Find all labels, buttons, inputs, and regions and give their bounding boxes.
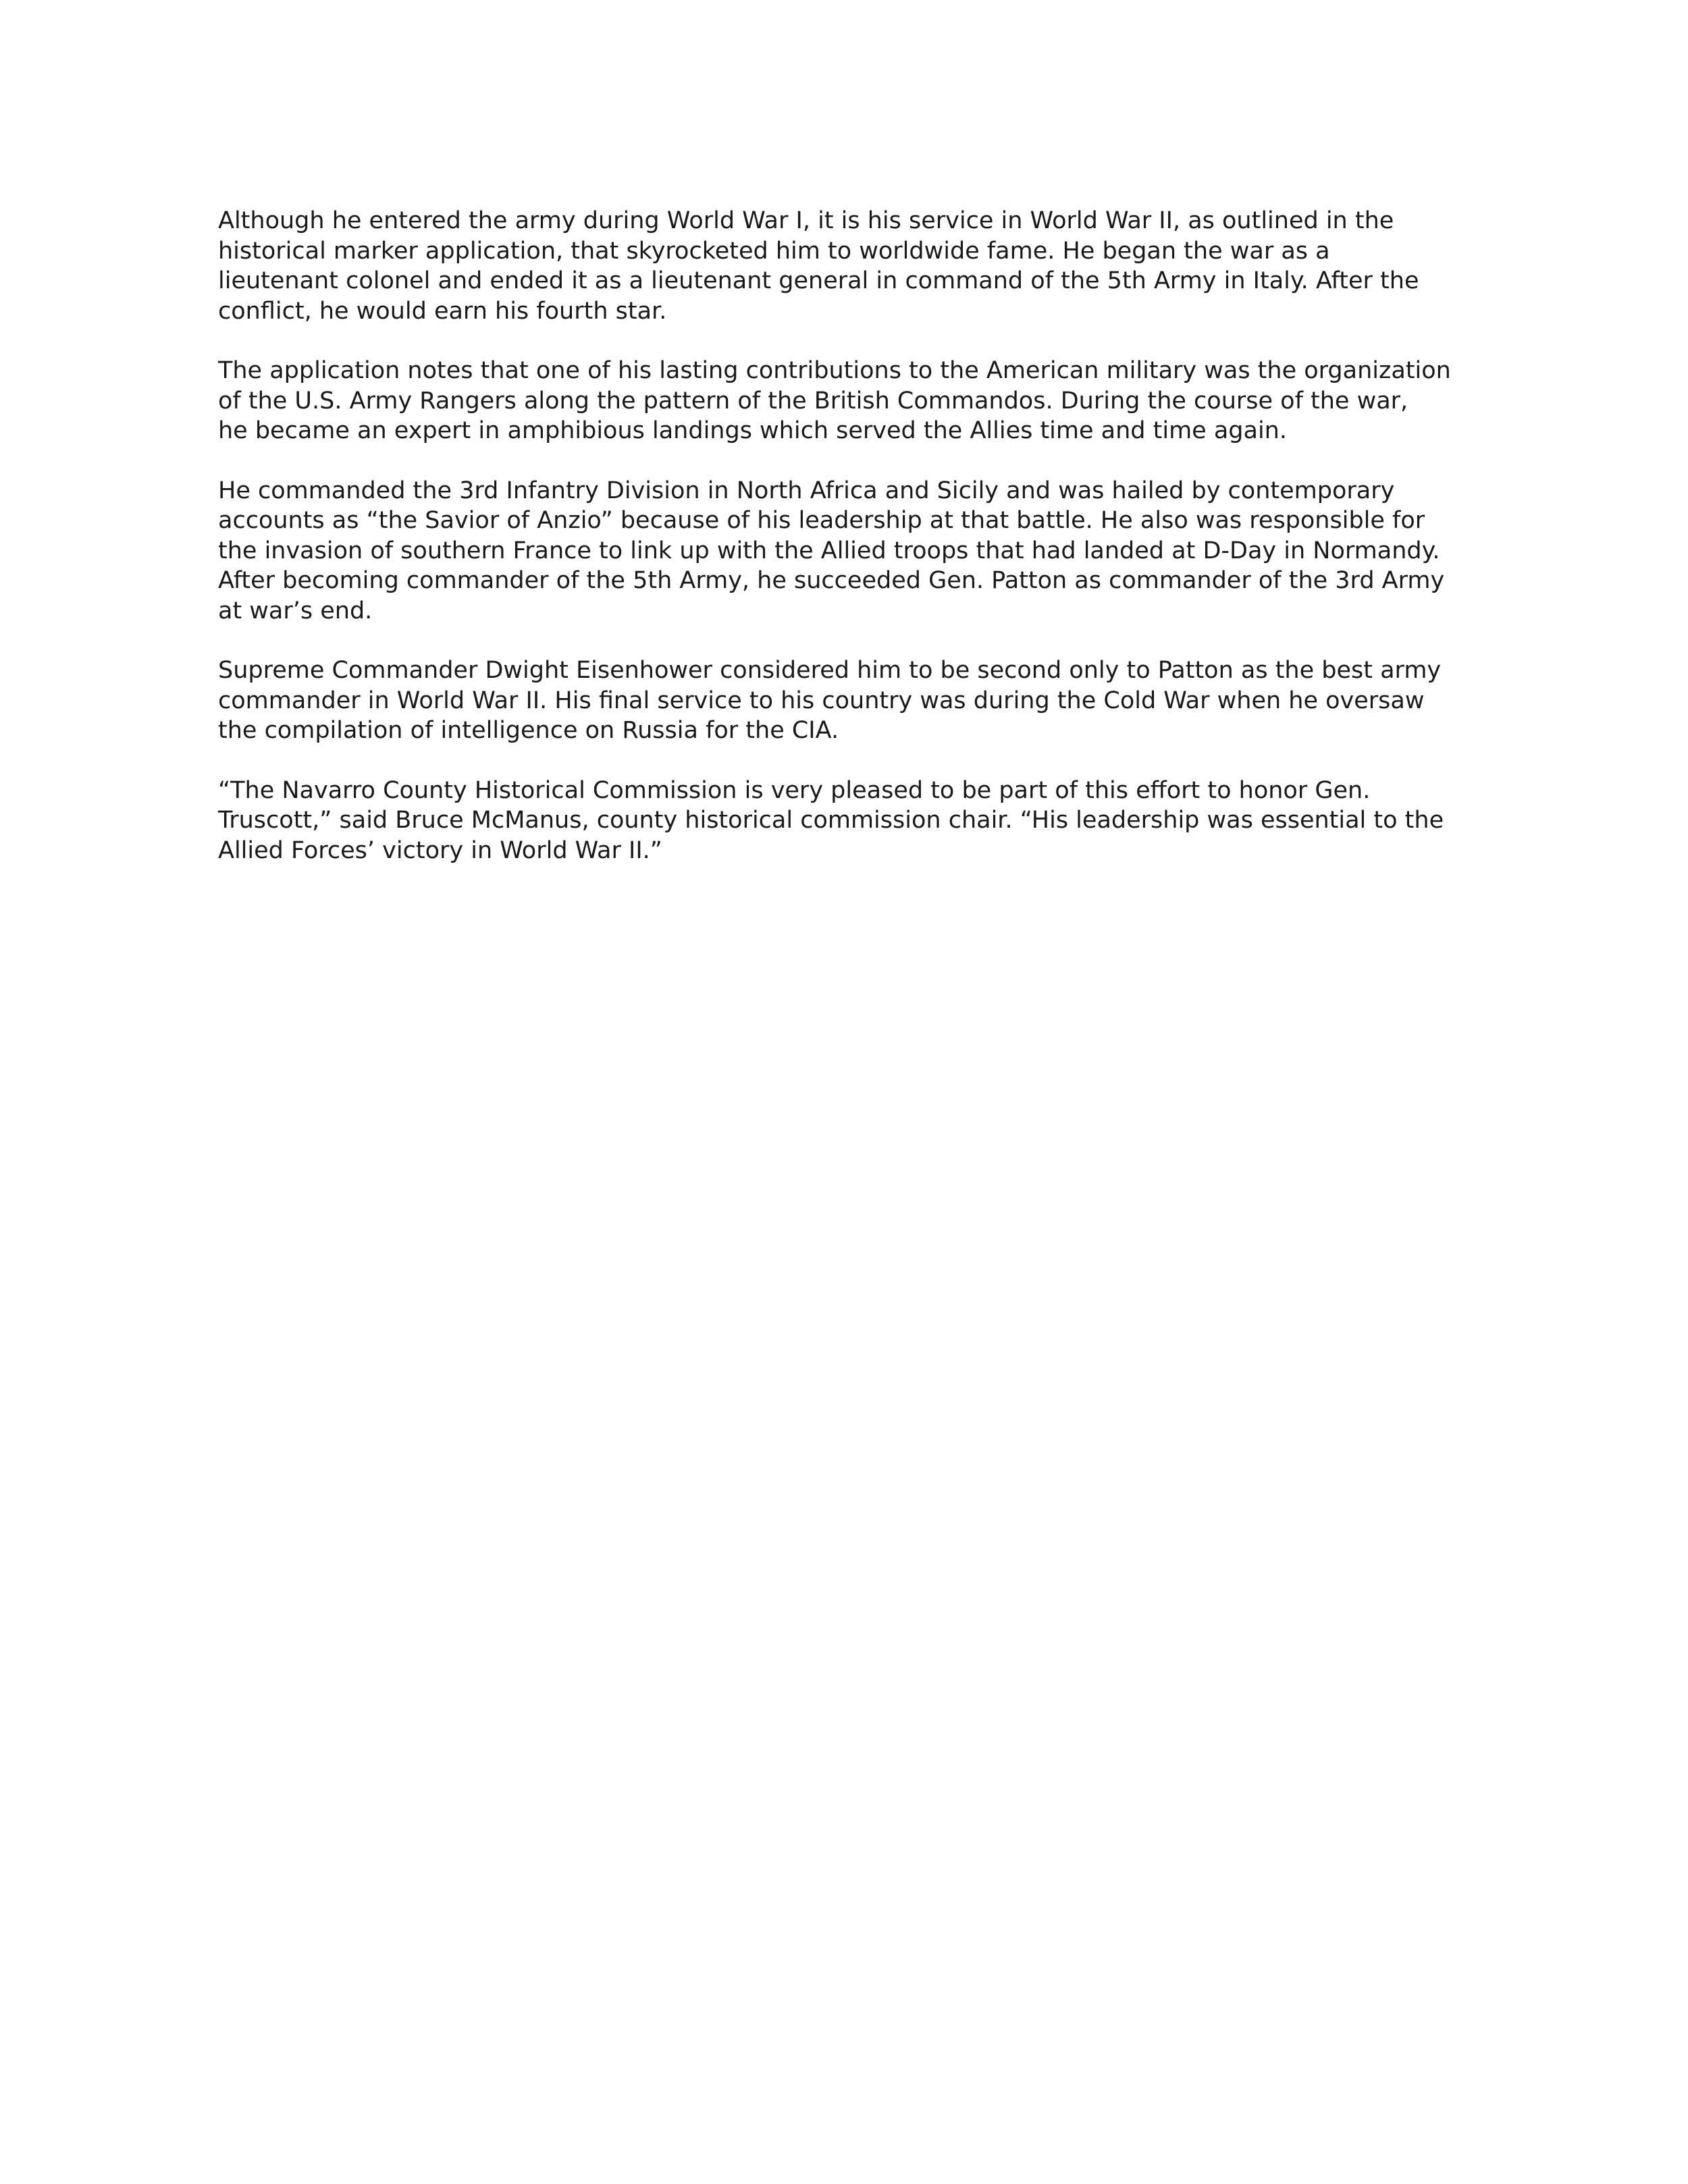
paragraph-commission-quote: “The Navarro County Historical Commission is very pleased to be part of this effort to honor Gen. Truscott,” said Bruce McManus, county historical commission chair. “His leadership was essential to the Allied Forces’ victory in World War II.”: [218, 776, 1444, 864]
paragraph-3rd-infantry-division: He commanded the 3rd Infantry Division in North Africa and Sicily and was hailed by contemporary accounts as “the Savior of Anzio” because of his leadership at that battle. He also was responsible for the invasion of southern France to link up with the Allied troops that had landed at D-Day in Normandy. After becoming commander of the 5th Army, he succeeded Gen. Patton as commander of the 3rd Army at war’s end.: [218, 477, 1445, 624]
article-body: [218, 206, 1501, 895]
paragraph-eisenhower-assessment: Supreme Commander Dwight Eisenhower considered him to be second only to Patton as the best army commander in World War II. His final service to his country was during the Cold War when he oversaw the compilation of intelligence on Russia for the CIA.: [218, 657, 1442, 744]
paragraph-army-rangers: The application notes that one of his lasting contributions to the American military was the organization of the U.S. Army Rangers along the pattern of the British Commandos. During the course of the war, he became an expert in amphibious landings which served the Allies time and time again.: [218, 357, 1451, 444]
paragraph-wwi-wwii-service: Although he entered the army during World War I, it is his service in World War II, as outlined in the historical marker application, that skyrocketed him to worldwide fame. He began the war as a lieutenant colonel and ended it as a lieutenant general in command of the 5th Army in Italy. After the conflict, he would earn his fourth star.: [218, 207, 1419, 325]
